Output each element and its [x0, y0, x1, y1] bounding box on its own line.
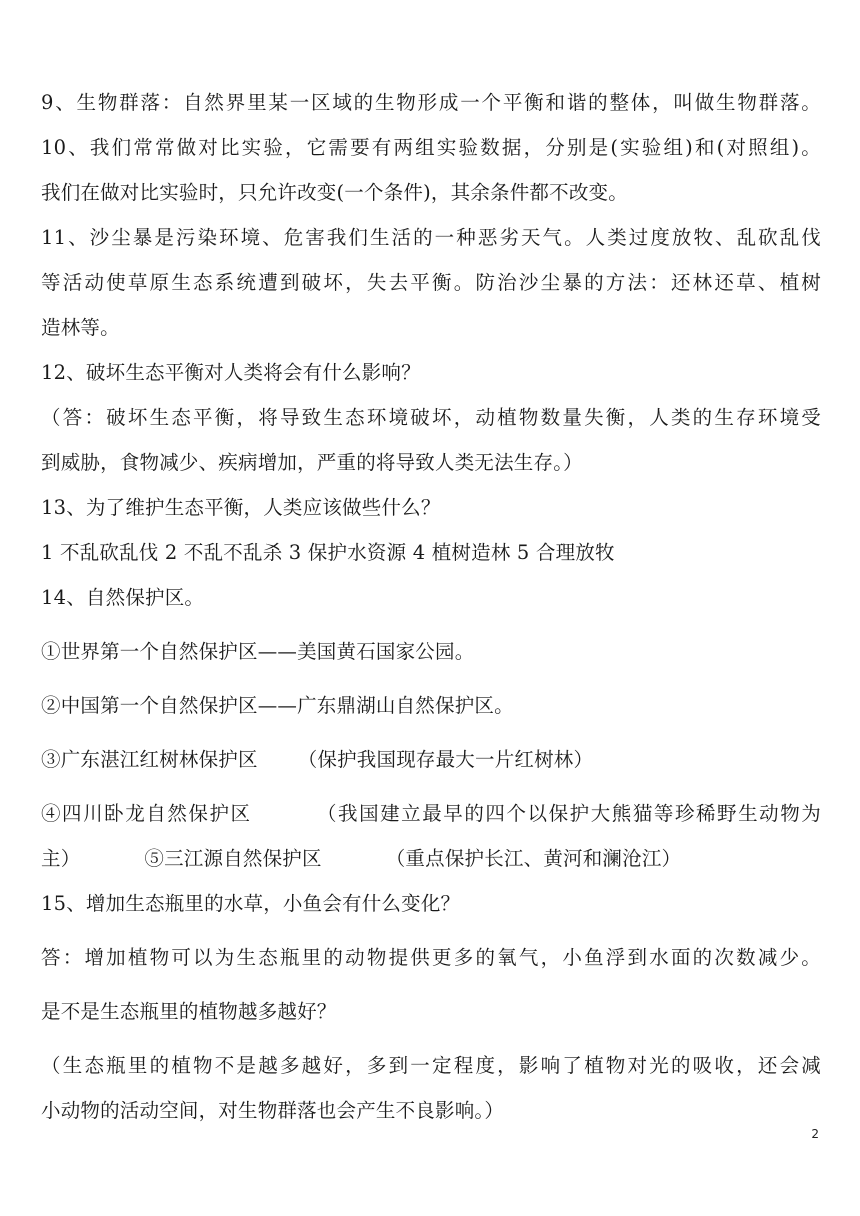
paragraph-item-11: 11、沙尘暴是污染环境、危害我们生活的一种恶劣天气。人类过度放牧、乱砍乱伐 — [41, 226, 821, 249]
page-number: 2 — [811, 1127, 819, 1141]
reserve-zhanjiang — [41, 745, 821, 775]
reserve-sanjiangyuan-note: （重点保护长江、黄河和澜沧江） — [385, 847, 682, 870]
question-item-15-followup: 是不是生态瓶里的植物越多越好？ — [41, 1000, 337, 1023]
reserve-wolong-note: （我国建立最早的四个以保护大熊猫等珍稀野生动物为 — [315, 802, 821, 825]
reserve-sanjiangyuan — [41, 844, 821, 874]
paragraph-item-11-end: 造林等。 — [41, 316, 120, 339]
paragraph-item-10: 10、我们常常做对比实验，它需要有两组实验数据，分别是(实验组)和(对照组)。 — [41, 136, 821, 159]
answer-item-13: 1 不乱砍乱伐 2 不乱不乱杀 3 保护水资源 4 植树造林 5 合理放牧 — [41, 541, 615, 564]
reserve-zhanjiang-name: ③广东湛江红树林保护区 — [41, 748, 258, 771]
reserve-wolong-name: ④四川卧龙自然保护区 — [41, 802, 252, 825]
paragraph-item-10-cont: 我们在做对比实验时，只允许改变(一个条件)，其余条件都不改变。 — [41, 181, 628, 204]
question-item-13: 13、为了维护生态平衡，人类应该做些什么？ — [41, 496, 441, 519]
reserve-yellowstone: ①世界第一个自然保护区——美国黄石国家公园。 — [41, 640, 475, 663]
heading-item-14: 14、自然保护区。 — [41, 586, 205, 609]
question-item-15: 15、增加生态瓶里的水草，小鱼会有什么变化？ — [41, 892, 461, 915]
answer-item-15-followup: （生态瓶里的植物不是越多越好，多到一定程度，影响了植物对光的吸收，还会减 — [41, 1054, 821, 1077]
reserve-wolong — [41, 799, 821, 829]
question-item-12: 12、破坏生态平衡对人类将会有什么影响？ — [41, 361, 421, 384]
answer-item-15-followup-end: 小动物的活动空间，对生物群落也会产生不良影响。） — [41, 1099, 505, 1122]
paragraph-item-9: 9、生物群落：自然界里某一区域的生物形成一个平衡和谐的整体，叫做生物群落。 — [41, 91, 821, 114]
answer-item-12-end: 到威胁，食物减少、疾病增加，严重的将导致人类无法生存。） — [41, 451, 583, 474]
paragraph-item-11-cont: 等活动使草原生态系统遭到破坏，失去平衡。防治沙尘暴的方法：还林还草、植树 — [41, 271, 821, 294]
answer-item-15: 答：增加植物可以为生态瓶里的动物提供更多的氧气，小鱼浮到水面的次数减少。 — [41, 946, 821, 969]
reserve-dinghushan: ②中国第一个自然保护区——广东鼎湖山自然保护区。 — [41, 694, 514, 717]
reserve-sanjiangyuan-name: ⑤三江源自然保护区 — [144, 847, 322, 870]
reserve-wolong-note-end: 主） — [41, 847, 81, 870]
answer-item-12: （答：破坏生态平衡，将导致生态环境破坏，动植物数量失衡，人类的生存环境受 — [41, 406, 821, 429]
reserve-zhanjiang-note: （保护我国现存最大一片红树林） — [297, 748, 594, 771]
